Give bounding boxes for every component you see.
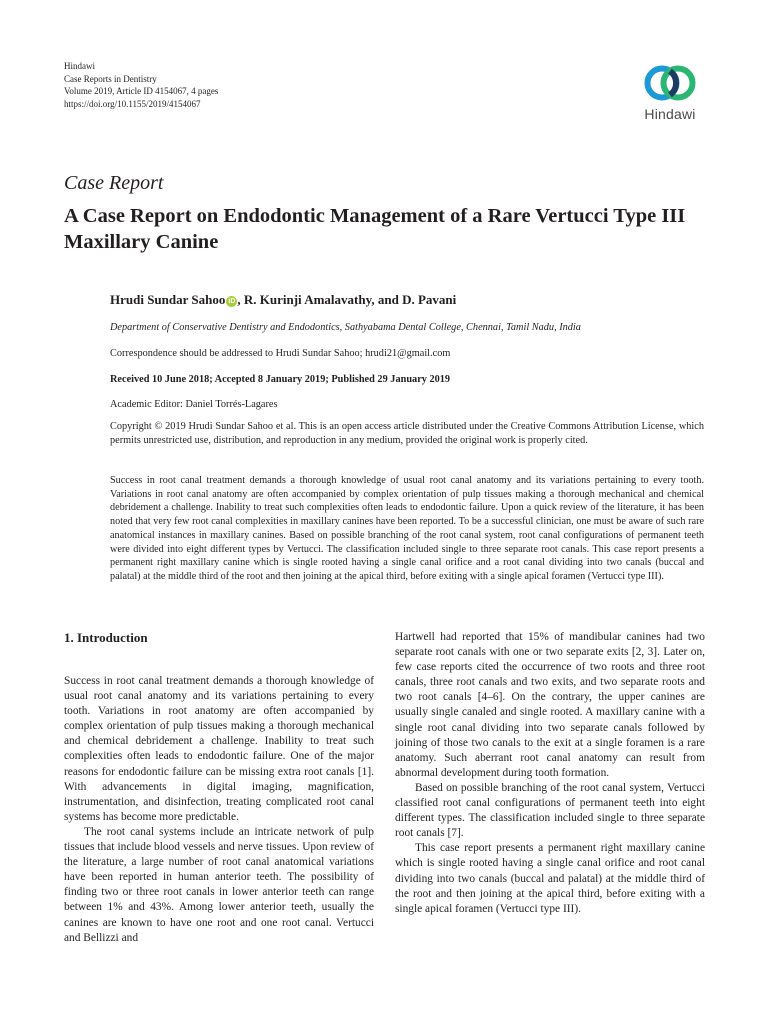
logo-wordmark: Hindawi (644, 106, 696, 122)
publication-dates: Received 10 June 2018; Accepted 8 January 2019; Published 29 January 2019 (110, 374, 451, 385)
body-paragraph: Success in root canal treatment demands a thorough knowledge of usual root canal anatomy and its variations pertaining to every tooth. Variations in root anatomy are often accompanied by complex orientation of pulp tissues making a thorough mechanical and chemical debridement a challenge. Inability to treat such complexities often leads to endodontic failure. One of the major reasons for endodontic failure can be missing extra root canals [1]. With advancements in digital imaging, magnification, instrumentation, and disinfection, treating complicated root canal systems has become more predictable. (64, 675, 374, 823)
academic-editor: Academic Editor: Daniel Torrés-Lagares (110, 399, 278, 410)
volume-line: Volume 2019, Article ID 4154067, 4 pages (64, 86, 219, 96)
orcid-icon[interactable]: iD (228, 298, 236, 305)
doi-link[interactable]: https://doi.org/10.1155/2019/4154067 (64, 98, 201, 109)
author-others: , R. Kurinji Amalavathy, and D. Pavani (237, 292, 457, 307)
hindawi-logo (636, 62, 704, 122)
body-paragraph: Based on possible branching of the root canal system, Vertucci classified root canal configurations of permanent teeth into eight different types. The classification included single to three separate root canals [7]. (395, 781, 705, 840)
body-column-left: 1. Introduction Success in root canal treatment demands a thorough knowledge of usual root canal anatomy and its variations pertaining to every tooth. Variations in root anatomy are often accompanied by complex orientation of pulp tissues making a thorough mechanical and chemical debridement a challenge. Inability to treat such complexities often leads to endodontic failure. One of the major reasons for endodontic failure can be missing extra root canals [1]. With advancements in digital imaging, magnification, instrumentation, and disinfection, treating complicated root canal systems has become more predictable. The root canal systems include an intricate network of pulp tissues that include blood vessels and nerve tissues. Upon review of the literature, a large number of root canal anatomical variations have been reported in human anterior teeth. The possibility of finding two or three root canals in lower anterior teeth can range between 1% and 43%. Among lower anterior teeth, usually the canines are known to have one root and one root canal. Vertucci and Bellizzi and (64, 660, 374, 946)
article-title: A Case Report on Endodontic Management of a Rare Vertucci Type III Maxillary Canine (64, 205, 686, 253)
journal-meta (64, 60, 218, 110)
body-paragraph: Hartwell had reported that 15% of mandibular canines had two separate root canals with one or two separate exits [2, 3]. Later on, few case reports cited the occurrence of two roots and three root canals, three root canals and two exits, and two separate roots and two root canals [4–6]. On the contrary, the upper canines are usually single canaled and single rooted. A maxillary canine with a single root canal dividing into two separate canals followed by joining of those two canals to the exit at a single foramen is a rare anatomy. Such aberrant root canal anatomy can result from abnormal development during tooth formation. (395, 631, 705, 779)
article-category: Case Report (64, 172, 164, 194)
journal-name: Case Reports in Dentistry (64, 73, 157, 84)
publisher-name: Hindawi (64, 61, 95, 71)
copyright-notice: Copyright © 2019 Hrudi Sundar Sahoo et al. This is an open access article distributed under the Creative Commons Attribution License, which permits unrestricted use, distribution, and reproduction in any medium, provided the original work is properly cited. (110, 421, 704, 446)
body-paragraph: This case report presents a permanent right maxillary canine which is single rooted having a single canal orifice and root canal dividing into two canals (buccal and palatal) at the middle third of the root and then joining at the apical third, before exiting with a single apical foramen (Vertucci type III). (395, 842, 705, 915)
body-paragraph: The root canal systems include an intricate network of pulp tissues that include blood vessels and nerve tissues. Upon review of the literature, a large number of root canal anatomical variations have been reported in human anterior teeth. The possibility of finding two or three root canals in lower anterior teeth can range between 1% and 43%. Among lower anterior teeth, usually the canines are known to have one root and one root canal. Vertucci and Bellizzi and (64, 825, 374, 944)
abstract: Success in root canal treatment demands a thorough knowledge of usual root canal anatomy and its variations pertaining to every tooth. Variations in root canal anatomy are often accompanied by complex orientation of pulp tissues making a thorough mechanical and chemical debridement a challenge. Inability to treat such complexities often leads to endodontic failure. Upon a quick review of the literature, it has been noted that very few root canal complexities in maxillary canines have been reported. To be a successful clinician, one must be aware of such rare anatomical instances in maxillary canines. Based on possible branching of the root canal system, root canal configurations of permanent teeth were divided into eight different types by Vertucci. The classification included single to three separate root canals. This case report presents a permanent right maxillary canine which is single rooted having a single canal orifice and a root canal dividing into two canals (buccal and palatal) at the middle third of the root and then joining at the apical third, before exiting with a single apical foramen (Vertucci type III). (110, 475, 704, 582)
hindawi-logo-icon (641, 62, 699, 104)
author-first[interactable]: Hrudi Sundar Sahoo (110, 292, 226, 307)
correspondence: Correspondence should be addressed to Hrudi Sundar Sahoo; hrudi21@gmail.com (110, 348, 451, 359)
affiliation: Department of Conservative Dentistry and Endodontics, Sathyabama Dental College, Chennai, Tamil Nadu, India (110, 322, 581, 333)
body-column-right (395, 630, 705, 917)
author-list (110, 292, 456, 308)
